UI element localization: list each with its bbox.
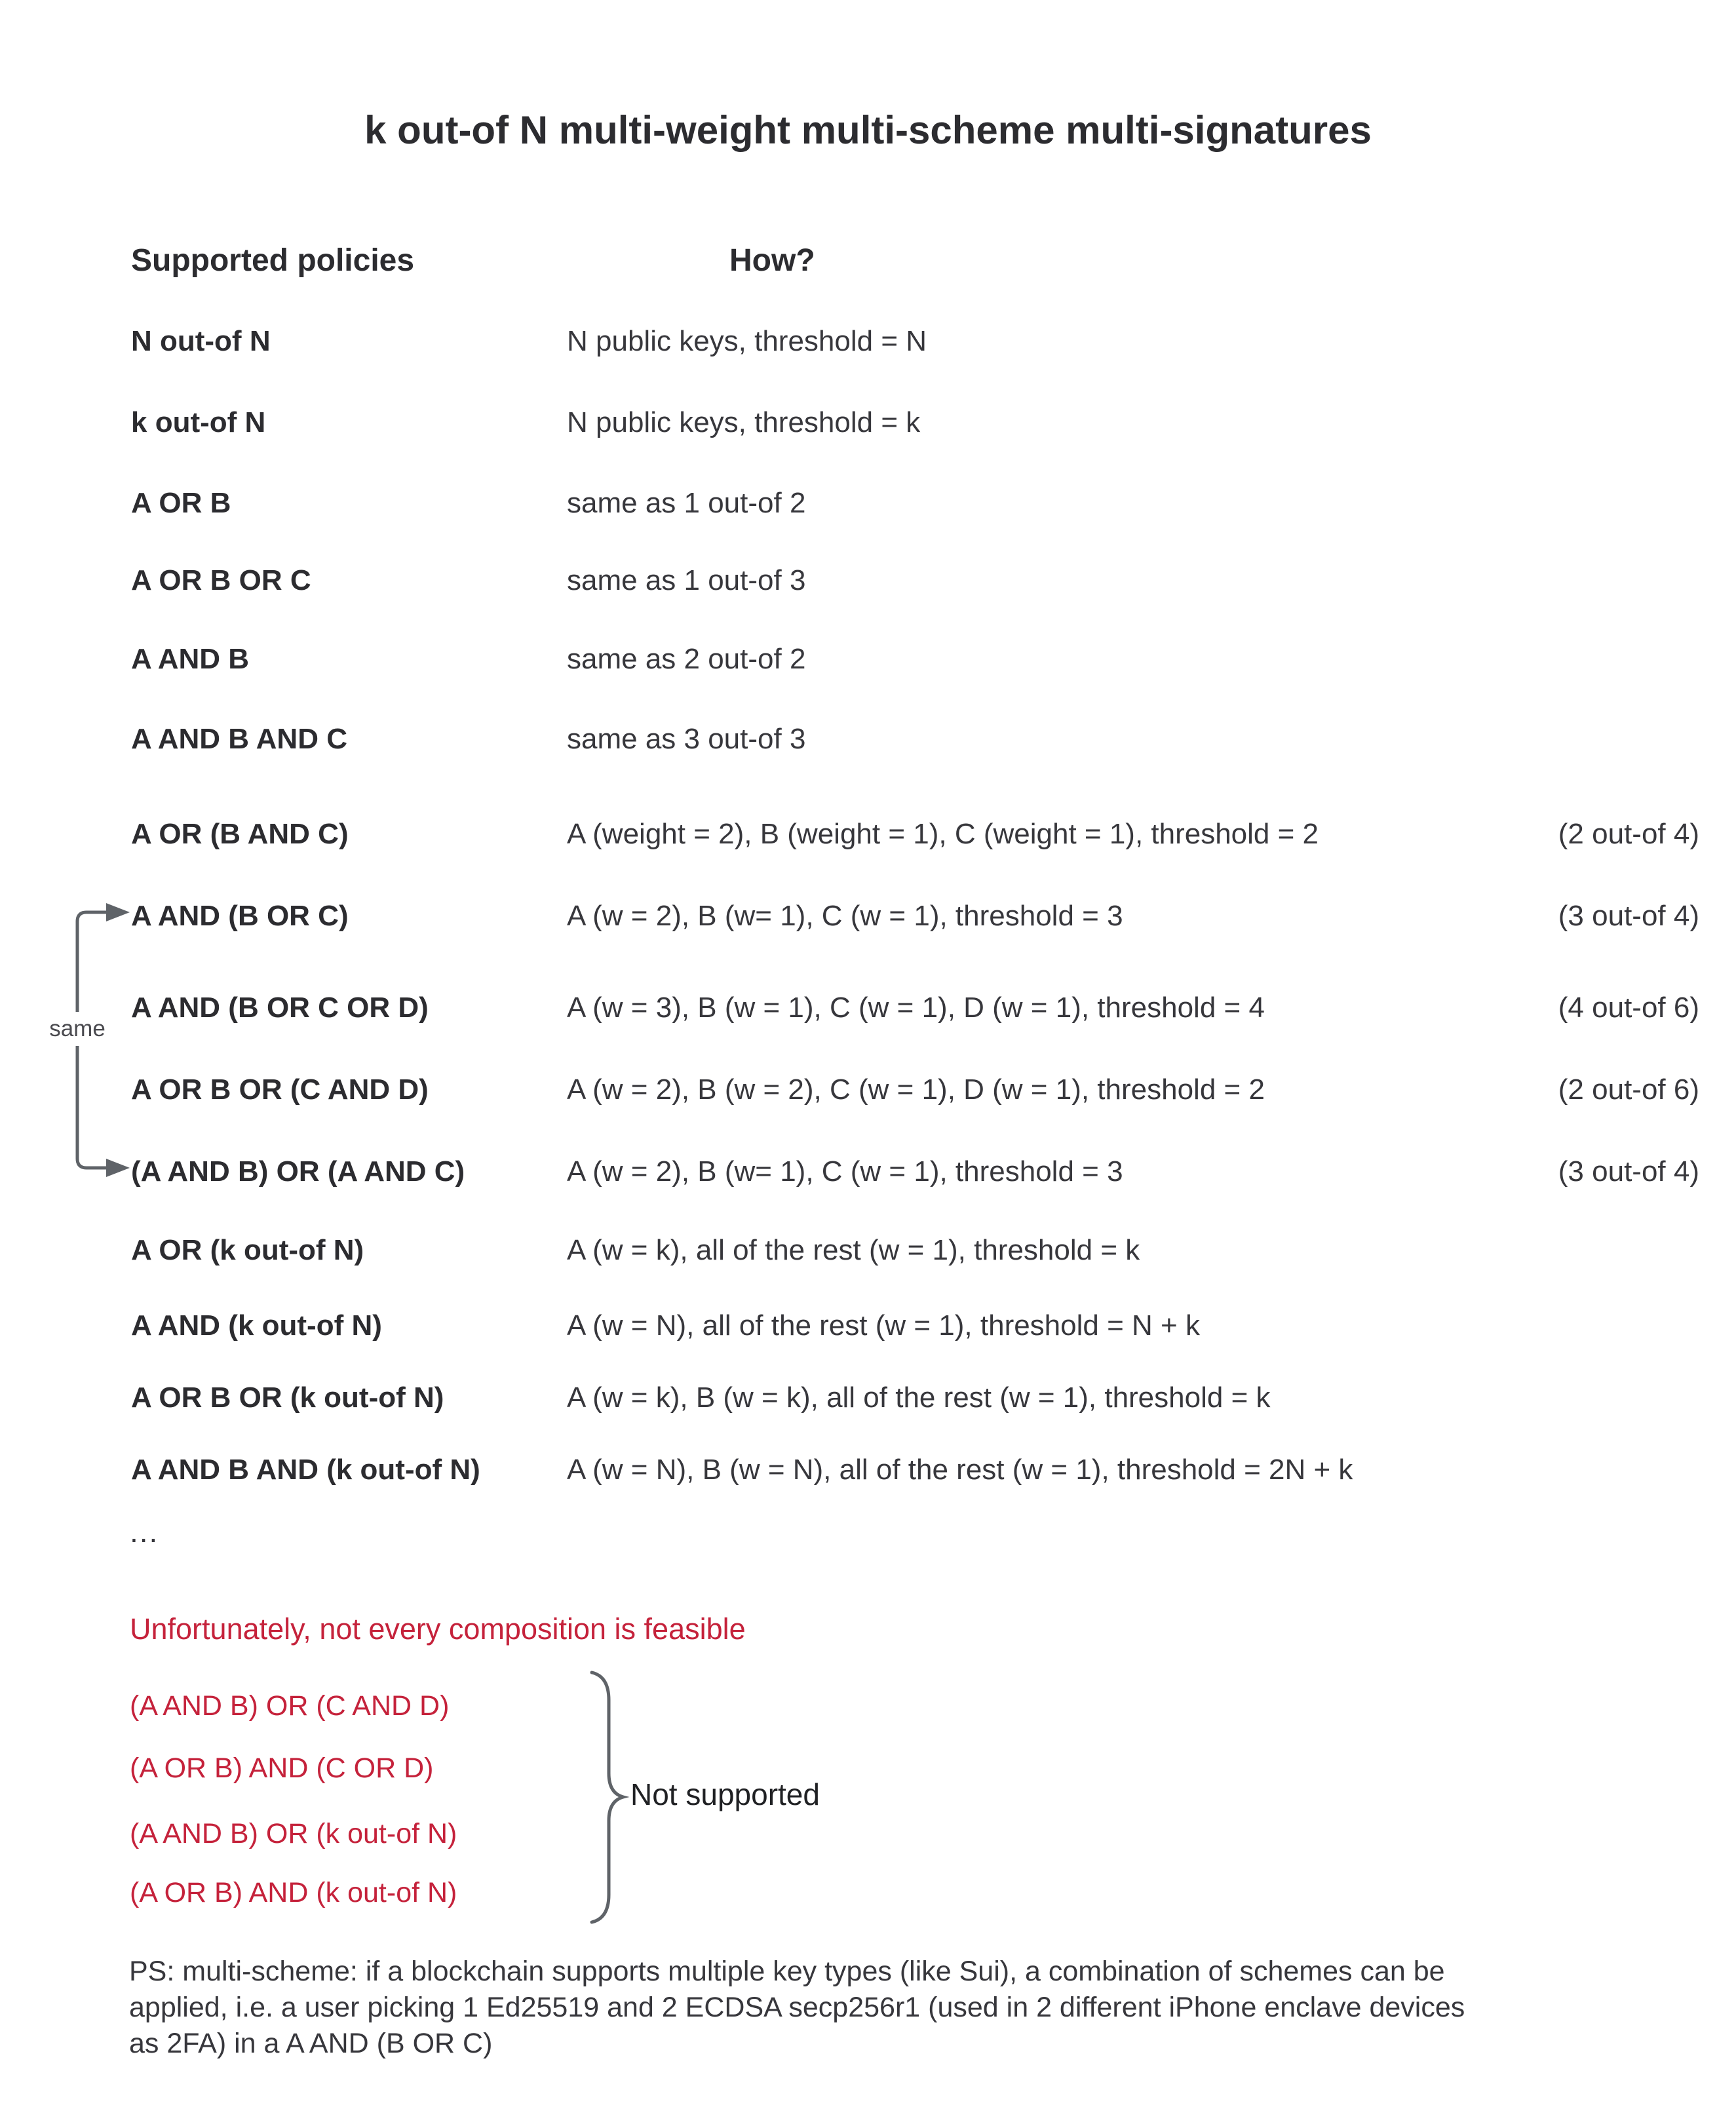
infeasible-item: (A OR B) AND (C OR D) — [130, 1752, 434, 1784]
infeasible-heading: Unfortunately, not every composition is feasible — [130, 1612, 746, 1646]
column-header-how: How? — [729, 243, 815, 278]
infeasible-item: (A AND B) OR (k out-of N) — [130, 1818, 457, 1849]
policy-label: A AND (k out-of N) — [131, 1309, 382, 1342]
table-row — [0, 1382, 1736, 1420]
how-description: A (w = k), B (w = k), all of the rest (w = 1), threshold = k — [567, 1382, 1271, 1414]
ps-note — [129, 1954, 1465, 2062]
how-description: same as 1 out-of 2 — [567, 487, 806, 519]
policy-label: A OR B — [131, 487, 231, 519]
table-row — [0, 1155, 1736, 1193]
how-description: A (w = 2), B (w= 1), C (w = 1), threshold = 3 — [567, 900, 1123, 932]
policy-label: A AND (B OR C OR D) — [131, 992, 429, 1024]
how-description: N public keys, threshold = N — [567, 325, 927, 357]
how-description: A (weight = 2), B (weight = 1), C (weight = 1), threshold = 2 — [567, 818, 1319, 850]
infeasible-item: (A AND B) OR (C AND D) — [130, 1690, 450, 1722]
table-row — [0, 325, 1736, 363]
how-description: same as 2 out-of 2 — [567, 643, 806, 675]
table-row — [0, 406, 1736, 444]
policy-label: A OR B OR C — [131, 564, 311, 596]
equivalent-k-of-n: (2 out-of 6) — [1558, 1073, 1699, 1106]
how-description: A (w = N), all of the rest (w = 1), threshold = N + k — [567, 1309, 1200, 1342]
table-row — [0, 818, 1736, 856]
policy-label: A OR B OR (C AND D) — [131, 1073, 429, 1106]
policy-label: A OR B OR (k out-of N) — [131, 1382, 444, 1414]
policy-label: (A AND B) OR (A AND C) — [131, 1155, 465, 1188]
how-description: A (w = 2), B (w= 1), C (w = 1), threshold = 3 — [567, 1155, 1123, 1188]
table-row — [0, 900, 1736, 938]
table-row — [0, 643, 1736, 681]
table-row — [0, 1309, 1736, 1347]
equivalent-k-of-n: (3 out-of 4) — [1558, 1155, 1699, 1188]
table-row — [0, 564, 1736, 602]
column-header-supported-policies: Supported policies — [131, 243, 415, 278]
table-row — [0, 1073, 1736, 1111]
how-description: A (w = 2), B (w = 2), C (w = 1), D (w = 1), threshold = 2 — [567, 1073, 1265, 1106]
equivalent-k-of-n: (2 out-of 4) — [1558, 818, 1699, 850]
infeasible-item: (A OR B) AND (k out-of N) — [130, 1877, 457, 1908]
policy-label: A OR (k out-of N) — [131, 1234, 364, 1266]
policy-label: A AND B — [131, 643, 250, 675]
ellipsis-more-rows: ... — [130, 1515, 159, 1549]
ps-note-line: as 2FA) in a A AND (B OR C) — [129, 2028, 493, 2059]
table-row — [0, 1234, 1736, 1272]
equivalent-k-of-n: (4 out-of 6) — [1558, 992, 1699, 1024]
how-description: A (w = k), all of the rest (w = 1), threshold = k — [567, 1234, 1140, 1266]
policy-label: A OR (B AND C) — [131, 818, 349, 850]
same-annotation-label: same — [39, 1012, 115, 1046]
policy-label: k out-of N — [131, 406, 266, 438]
how-description: N public keys, threshold = k — [567, 406, 921, 438]
how-description: same as 3 out-of 3 — [567, 723, 806, 755]
how-description: A (w = 3), B (w = 1), C (w = 1), D (w = 1), threshold = 4 — [567, 992, 1265, 1024]
table-row — [0, 487, 1736, 525]
ps-note-line: applied, i.e. a user picking 1 Ed25519 and 2 ECDSA secp256r1 (used in 2 different iPhone enclave devices — [129, 1992, 1465, 2023]
ps-note-line: PS: multi-scheme: if a blockchain supports multiple key types (like Sui), a combination of schemes can be — [129, 1956, 1445, 1987]
policy-label: A AND (B OR C) — [131, 900, 349, 932]
how-description: same as 1 out-of 3 — [567, 564, 806, 596]
page-title: k out-of N multi-weight multi-scheme multi-signatures — [364, 108, 1372, 152]
equivalent-k-of-n: (3 out-of 4) — [1558, 900, 1699, 932]
table-row — [0, 992, 1736, 1030]
not-supported-brace-icon — [592, 1672, 623, 1922]
table-row — [0, 723, 1736, 761]
not-supported-label: Not supported — [630, 1777, 820, 1811]
policy-label: A AND B AND C — [131, 723, 347, 755]
table-row — [0, 1454, 1736, 1492]
policy-label: N out-of N — [131, 325, 271, 357]
policy-label: A AND B AND (k out-of N) — [131, 1454, 480, 1486]
how-description: A (w = N), B (w = N), all of the rest (w = 1), threshold = 2N + k — [567, 1454, 1353, 1486]
